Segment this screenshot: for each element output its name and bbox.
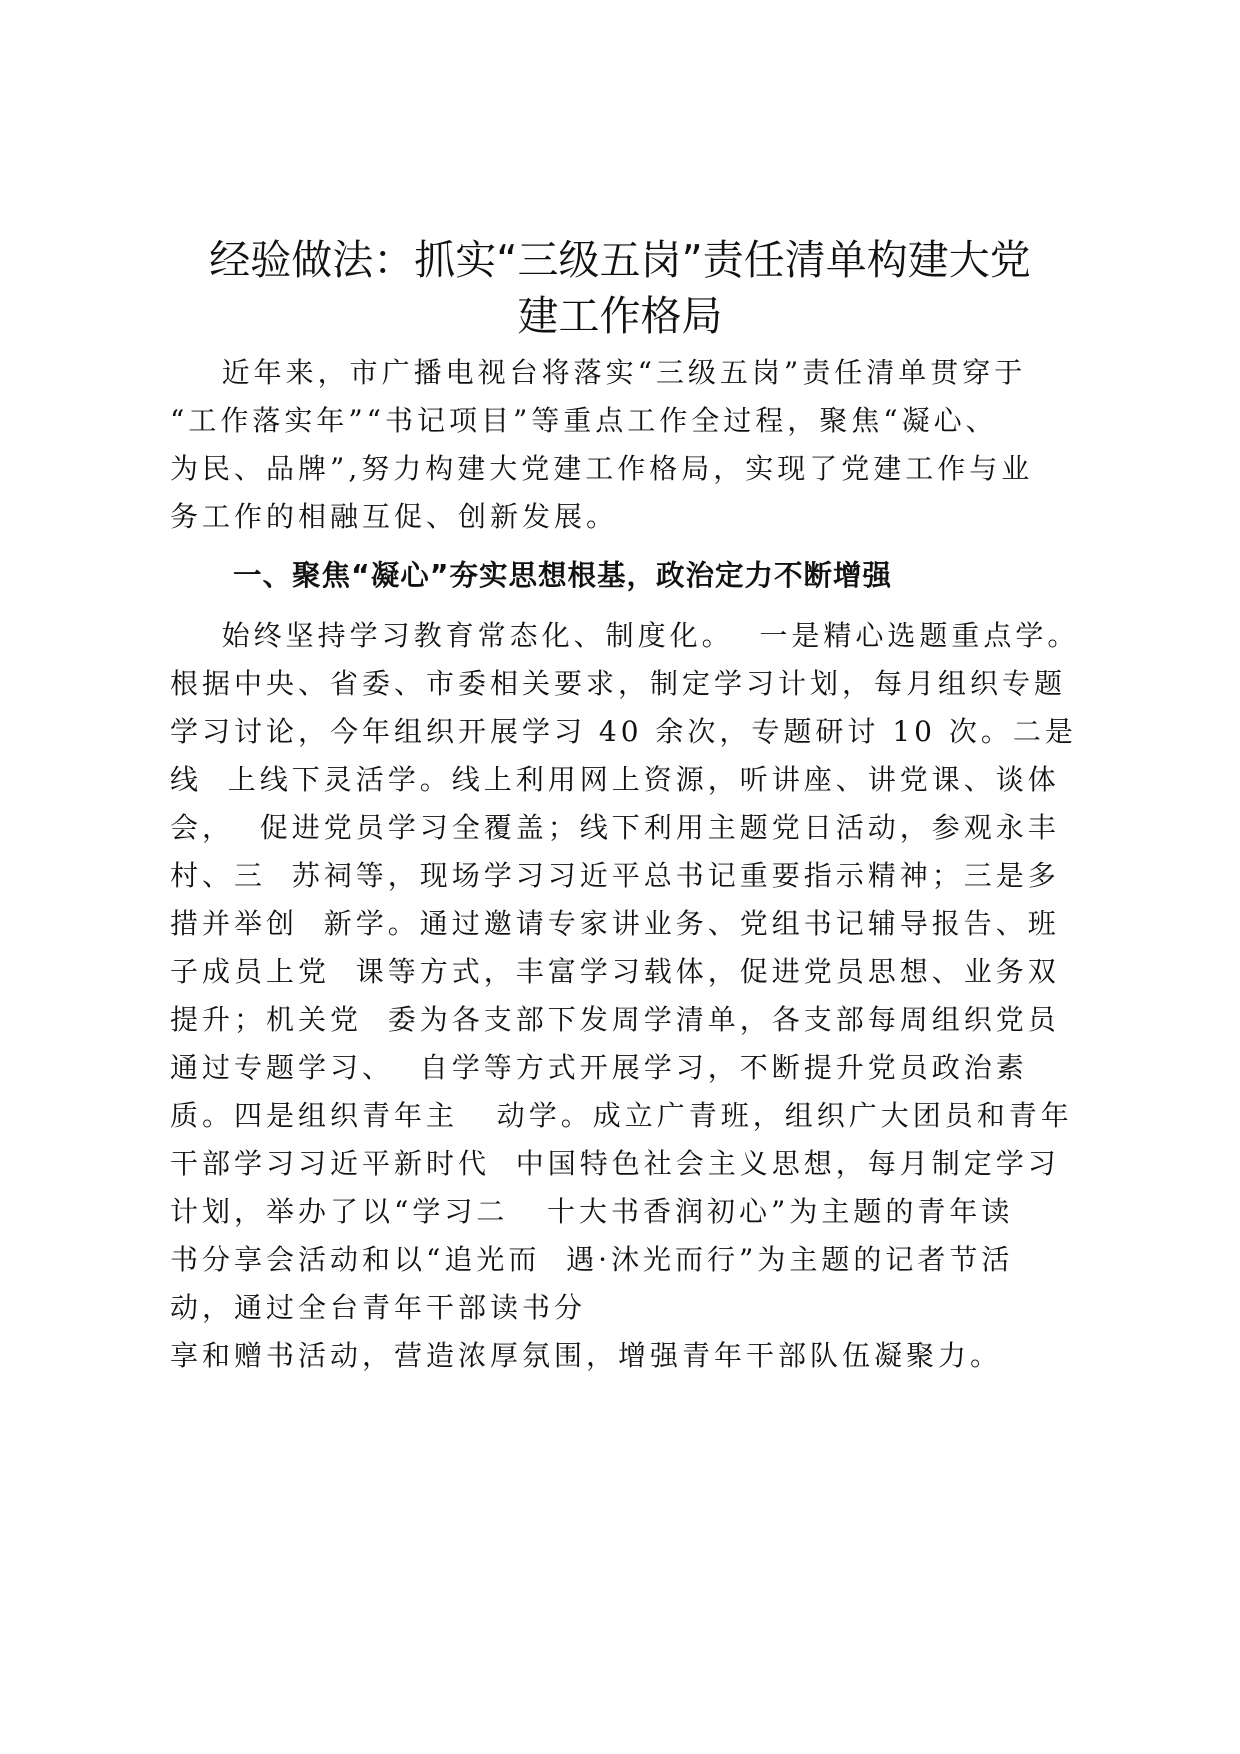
body-line: 书分享会活动和以“追光而 遇·沐光而行”为主题的记者节活: [170, 1243, 1014, 1276]
body-line: 始终坚持学习教育常态化、制度化。 一是精心选题重点学。: [170, 619, 1080, 652]
body-line: 通过专题学习、 自学等方式开展学习，不断提升党员政治素: [170, 1051, 1028, 1084]
body-line: 会， 促进党员学习全覆盖；线下利用主题党日活动，参观永丰: [170, 811, 1060, 844]
intro-line: 为民、品牌”,努力构建大党建工作格局，实现了党建工作与业: [170, 452, 1034, 485]
intro-line: “工作落实年”“书记项目”等重点工作全过程，聚焦“凝心、: [170, 404, 998, 437]
intro-line: 务工作的相融互促、创新发展。: [170, 500, 619, 533]
body-line: 质。四是组织青年主 动学。成立广青班，组织广大团员和青年: [170, 1099, 1073, 1132]
intro-line: 近年来，市广播电视台将落实“三级五岗”责任清单贯穿于: [170, 356, 1027, 389]
body-line: 措并举创 新学。通过邀请专家讲业务、党组书记辅导报告、班: [170, 907, 1060, 940]
body-line: 根据中央、省委、市委相关要求，制定学习计划，每月组织专题: [170, 667, 1067, 700]
body-line: 村、三 苏祠等，现场学习习近平总书记重要指示精神；三是多: [170, 859, 1060, 892]
body-line: 提升；机关党 委为各支部下发周学清单，各支部每周组织党员: [170, 1003, 1060, 1036]
body-line: 学习讨论，今年组织开展学习 40 余次，专题研讨 10 次。二是: [170, 715, 1077, 748]
document-title: [130, 232, 1110, 344]
body-line: 子成员上党 课等方式，丰富学习载体，促进党员思想、业务双: [170, 955, 1060, 988]
body-line: 干部学习习近平新时代 中国特色社会主义思想，每月制定学习: [170, 1147, 1060, 1180]
body-line: 享和赠书活动，营造浓厚氛围，增强青年干部队伍凝聚力。: [170, 1339, 1003, 1372]
title-line-2: 建工作格局: [517, 292, 723, 340]
section-heading: 一、聚焦“凝心”夯实思想根基，政治定力不断增强: [233, 559, 892, 592]
title-line-1: 经验做法：抓实“三级五岗”责任清单构建大党: [209, 236, 1031, 284]
body-line: 计划，举办了以“学习二 十大书香润初心”为主题的青年读: [170, 1195, 1014, 1228]
body-line: 线 上线下灵活学。线上利用网上资源，听讲座、讲党课、谈体: [170, 763, 1060, 796]
body-line: 动，通过全台青年干部读书分: [170, 1291, 587, 1324]
